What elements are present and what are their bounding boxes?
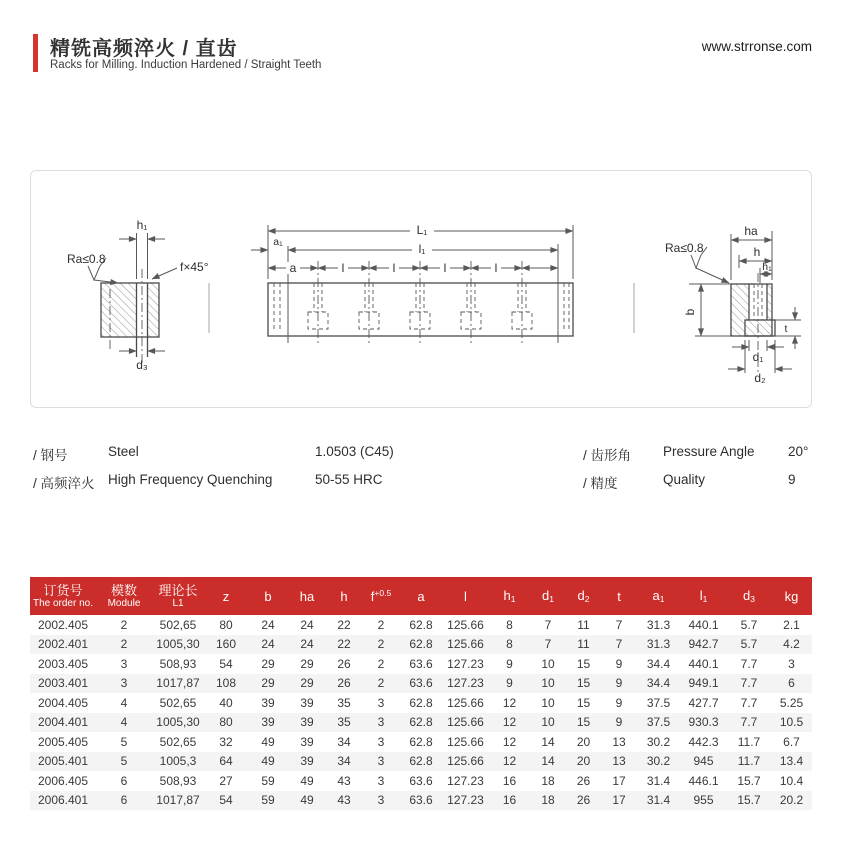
table-cell: 26 [576, 773, 591, 788]
column-header: $a_1$ [652, 588, 665, 604]
column-header: $f^{+0.5}$ [370, 588, 392, 604]
table-cell: 31.3 [646, 637, 671, 652]
table-cell: 20 [576, 754, 591, 769]
table-header-row [30, 577, 812, 615]
table-cell: 54 [219, 793, 233, 808]
table-cell: 6 [120, 773, 128, 788]
table-cell: 508,93 [159, 656, 197, 671]
table-cell: 427.7 [688, 695, 719, 710]
table-cell: 127.23 [447, 656, 484, 671]
table-cell: 502,65 [159, 734, 197, 749]
table-cell: 3 [377, 715, 385, 730]
table-cell: 5.25 [779, 695, 804, 710]
table-cell: 440.1 [688, 656, 719, 671]
column-header: ha [299, 588, 315, 604]
table-cell: 3 [377, 773, 385, 788]
table-cell: 5 [120, 734, 128, 749]
table-cell: 10 [541, 715, 555, 730]
dim-label-chamfer: f×45° [180, 260, 209, 274]
table-cell: 49 [261, 754, 275, 769]
table-cell: 39 [300, 734, 314, 749]
table-cell: 37.5 [646, 695, 671, 710]
table-cell: 15 [576, 676, 591, 691]
table-cell: 62.8 [409, 617, 433, 632]
table-cell: 1005,30 [156, 637, 200, 652]
table-cell: 29 [261, 676, 275, 691]
table-cell: 3 [120, 656, 128, 671]
column-header: z [222, 588, 230, 604]
table-cell: 125.66 [447, 754, 484, 769]
table-cell: 62.8 [409, 715, 433, 730]
table-row [30, 674, 812, 694]
dim-label-h1: h₁ [762, 261, 772, 273]
table-cell: 2006.401 [37, 793, 89, 808]
table-cell: 11 [577, 637, 590, 652]
table-cell: 54 [219, 656, 233, 671]
table-cell: 2006.405 [37, 773, 89, 788]
table-cell: 17 [612, 793, 626, 808]
table-cell: 125.66 [447, 734, 484, 749]
table-cell: 13 [612, 734, 626, 749]
table-cell: 14 [541, 754, 555, 769]
table-cell: 62.8 [409, 695, 433, 710]
table-cell: 31.4 [646, 793, 671, 808]
table-cell: 15.7 [737, 793, 761, 808]
table-cell: 2 [377, 637, 385, 652]
spec-label-zh: / 钢号 [33, 448, 68, 463]
table-cell: 125.66 [447, 715, 484, 730]
table-cell: 29 [300, 656, 314, 671]
table-cell: 930.3 [688, 715, 719, 730]
table-cell: 502,65 [159, 617, 197, 632]
table-cell: 24 [261, 617, 275, 632]
front-view-drawing [251, 223, 573, 344]
table-cell: 7 [544, 617, 552, 632]
dim-label-h1: h₁ [136, 218, 148, 232]
table-cell: 30.2 [646, 734, 671, 749]
table-cell: 24 [300, 617, 314, 632]
table-cell: 40 [219, 695, 233, 710]
dim-label-l: l [341, 261, 345, 275]
table-cell: 62.8 [409, 734, 433, 749]
column-header: b [264, 588, 272, 604]
table-cell: 30.2 [646, 754, 671, 769]
column-header: 理论长 L1 [158, 582, 198, 609]
table-cell: 39 [261, 715, 275, 730]
table-cell: 59 [261, 773, 275, 788]
spec-row-steel [33, 444, 553, 462]
table-cell: 12 [502, 754, 517, 769]
table-cell: 5.7 [740, 617, 758, 632]
spec-value: 1.0503 (C45) [315, 444, 394, 459]
table-cell: 2005.405 [37, 734, 89, 749]
table-cell: 11.7 [737, 734, 761, 749]
dim-label-t: t [784, 323, 788, 335]
table-cell: 2 [120, 637, 128, 652]
technical-drawing [31, 171, 811, 407]
column-header: $h_1$ [503, 588, 516, 604]
column-header: l [464, 588, 467, 604]
technical-drawing-panel [30, 170, 812, 408]
dim-label-b: b [683, 308, 697, 316]
table-cell: 12 [502, 695, 517, 710]
table-cell: 26 [576, 793, 591, 808]
table-cell: 63.6 [409, 656, 433, 671]
table-cell: 8 [506, 617, 513, 632]
table-cell: 34.4 [646, 656, 671, 671]
table-cell: 9 [615, 676, 623, 691]
table-cell: 9 [615, 695, 623, 710]
table-cell: 7.7 [740, 676, 758, 691]
dim-label-l: l [443, 261, 447, 275]
table-cell: 10 [541, 676, 555, 691]
table-cell: 59 [261, 793, 275, 808]
table-cell: 29 [261, 656, 275, 671]
table-cell: 7 [615, 637, 623, 652]
table-cell: 9 [615, 715, 623, 730]
table-cell: 49 [261, 734, 275, 749]
table-cell: 39 [261, 695, 275, 710]
table-cell: 34 [337, 734, 351, 749]
table-cell: 1005,3 [159, 754, 197, 769]
table-cell: 35 [337, 695, 351, 710]
table-cell: 3 [377, 734, 385, 749]
table-cell: 2003.401 [37, 676, 89, 691]
table-row [30, 752, 812, 772]
table-cell: 16 [502, 773, 517, 788]
table-cell: 2003.405 [37, 656, 89, 671]
table-cell: 1017,87 [156, 793, 200, 808]
table-cell: 24 [300, 637, 314, 652]
dim-label-L1: L₁ [416, 223, 428, 237]
spec-label-zh: / 齿形角 [583, 448, 632, 463]
table-row [30, 693, 812, 713]
table-cell: 7 [615, 617, 623, 632]
table-cell: 14 [541, 734, 555, 749]
table-cell: 63.6 [409, 676, 433, 691]
table-cell: 43 [337, 793, 351, 808]
table-cell: 17 [612, 773, 626, 788]
column-header: $d_1$ [542, 588, 554, 604]
table-row [30, 635, 812, 655]
website-link[interactable]: www.strronse.com [701, 39, 812, 54]
table-cell: 2 [377, 656, 385, 671]
table-cell: 1017,87 [156, 676, 200, 691]
table-cell: 502,65 [159, 695, 197, 710]
table-cell: 160 [215, 637, 237, 652]
table-cell: 1005,30 [156, 715, 200, 730]
table-cell: 3 [788, 656, 795, 671]
spec-label-en: Pressure Angle [663, 444, 755, 459]
table-cell: 2 [120, 617, 128, 632]
table-cell: 945 [693, 754, 714, 769]
table-cell: 125.66 [447, 617, 484, 632]
table-cell: 2 [377, 617, 385, 632]
table-cell: 508,93 [159, 773, 197, 788]
table-cell: 442.3 [688, 734, 719, 749]
table-cell: 63.6 [409, 773, 433, 788]
dim-label-ra: Ra≤0.8 [665, 241, 704, 255]
table-cell: 18 [541, 773, 555, 788]
spec-value: 9 [788, 472, 796, 487]
dim-label-h: h [753, 245, 761, 259]
table-cell: 10.4 [779, 773, 804, 788]
column-header: kg [784, 588, 799, 604]
table-cell: 13.4 [779, 754, 804, 769]
table-cell: 9 [615, 656, 623, 671]
table-cell: 8 [506, 637, 513, 652]
table-cell: 20 [576, 734, 591, 749]
table-cell: 4 [120, 695, 128, 710]
end-view-drawing [665, 224, 801, 385]
table-cell: 2004.405 [37, 695, 89, 710]
table-cell: 2004.401 [37, 715, 89, 730]
dim-label-ra: Ra≤0.8 [67, 252, 106, 266]
table-cell: 15.7 [737, 773, 761, 788]
table-cell: 31.4 [646, 773, 671, 788]
spec-label-zh: / 精度 [583, 476, 618, 491]
table-cell: 3 [377, 695, 385, 710]
table-cell: 16 [502, 793, 517, 808]
table-cell: 4 [120, 715, 128, 730]
table-cell: 3 [377, 754, 385, 769]
table-cell: 125.66 [447, 695, 484, 710]
table-cell: 62.8 [409, 754, 433, 769]
spec-row-quenching [33, 472, 553, 490]
accent-bar [33, 34, 38, 72]
column-header: $l_1$ [699, 588, 708, 604]
table-cell: 955 [693, 793, 714, 808]
spec-row-quality [583, 472, 823, 490]
dim-label-ha: ha [744, 224, 758, 238]
column-header: t [617, 588, 621, 604]
dim-label-l: l [392, 261, 396, 275]
column-header: h [340, 588, 348, 604]
spec-label-en: Steel [108, 444, 139, 459]
table-cell: 15 [576, 656, 591, 671]
table-cell: 18 [541, 793, 555, 808]
table-row [30, 732, 812, 752]
table-row [30, 615, 812, 635]
table-cell: 80 [219, 715, 233, 730]
table-cell: 127.23 [447, 793, 484, 808]
table-cell: 7.7 [740, 656, 758, 671]
table-cell: 942.7 [688, 637, 719, 652]
column-header: $d_2$ [577, 588, 590, 604]
table-cell: 15 [576, 715, 591, 730]
spec-value: 50-55 HRC [315, 472, 383, 487]
table-cell: 9 [506, 676, 513, 691]
side-view-drawing [67, 218, 209, 372]
table-cell: 446.1 [688, 773, 719, 788]
table-cell: 125.66 [447, 637, 484, 652]
dim-label-l: l [494, 261, 498, 275]
table-cell: 29 [300, 676, 314, 691]
dim-label-d1: d₁ [752, 350, 764, 364]
table-cell: 10 [541, 656, 555, 671]
table-cell: 32 [219, 734, 233, 749]
spec-label-en: High Frequency Quenching [108, 472, 273, 487]
table-cell: 6 [788, 676, 795, 691]
table-cell: 108 [215, 676, 237, 691]
table-cell: 27 [219, 773, 233, 788]
dim-label-a1: a₁ [273, 236, 283, 248]
table-cell: 2002.401 [37, 637, 89, 652]
table-cell: 12 [502, 715, 517, 730]
table-cell: 3 [120, 676, 128, 691]
column-header: 订货号 The order no. [32, 582, 94, 609]
dim-label-d3: d₃ [136, 358, 148, 372]
table-cell: 127.23 [447, 676, 484, 691]
table-row [30, 771, 812, 791]
table-cell: 2005.401 [37, 754, 89, 769]
spec-row-pressure-angle [583, 444, 823, 462]
table-cell: 39 [300, 715, 314, 730]
table-cell: 3 [377, 793, 385, 808]
table-cell: 4.2 [783, 637, 800, 652]
table-cell: 24 [261, 637, 275, 652]
table-cell: 5.7 [740, 637, 758, 652]
page-subtitle: Racks for Milling. Induction Hardened / Straight Teeth [50, 59, 322, 71]
table-cell: 62.8 [409, 637, 433, 652]
table-cell: 31.3 [646, 617, 671, 632]
table-cell: 35 [337, 715, 351, 730]
table-cell: 39 [300, 754, 314, 769]
table-cell: 440.1 [688, 617, 719, 632]
table-cell: 2.1 [783, 617, 800, 632]
table-cell: 80 [219, 617, 233, 632]
table-cell: 26 [337, 676, 351, 691]
spec-label-zh: / 高频淬火 [33, 476, 95, 491]
spec-label-en: Quality [663, 472, 706, 487]
product-table [30, 577, 812, 810]
column-header: a [417, 588, 425, 604]
table-cell: 12 [502, 734, 517, 749]
table-cell: 15 [576, 695, 591, 710]
table-cell: 43 [337, 773, 351, 788]
table-cell: 26 [337, 656, 351, 671]
table-cell: 39 [300, 695, 314, 710]
table-cell: 64 [219, 754, 233, 769]
table-cell: 6 [120, 793, 128, 808]
table-cell: 49 [300, 793, 314, 808]
table-cell: 7 [544, 637, 552, 652]
spec-value: 20° [788, 444, 809, 459]
table-cell: 6.7 [783, 734, 800, 749]
table-cell: 7.7 [740, 715, 758, 730]
table-cell: 10 [541, 695, 555, 710]
table-cell: 49 [300, 773, 314, 788]
table-body [30, 615, 812, 810]
table-cell: 127.23 [447, 773, 484, 788]
column-header: 模数 Module [107, 582, 141, 609]
column-header: $d_3$ [743, 588, 755, 604]
page-title: 精铣高频淬火 / 直齿 [50, 38, 238, 60]
table-cell: 2002.405 [37, 617, 89, 632]
table-cell: 10.5 [779, 715, 804, 730]
table-row [30, 791, 812, 811]
table-cell: 13 [612, 754, 626, 769]
table-row [30, 654, 812, 674]
table-cell: 2 [377, 676, 385, 691]
table-cell: 5 [120, 754, 128, 769]
table-cell: 22 [337, 637, 351, 652]
dim-label-d2: d₂ [754, 371, 766, 385]
table-cell: 20.2 [779, 793, 804, 808]
table-cell: 34.4 [646, 676, 671, 691]
table-cell: 9 [506, 656, 513, 671]
dim-label-a: a [289, 261, 297, 275]
table-cell: 34 [337, 754, 351, 769]
table-cell: 11.7 [737, 754, 761, 769]
table-cell: 22 [337, 617, 351, 632]
dim-label-l1: l₁ [418, 242, 426, 256]
table-cell: 11 [577, 617, 590, 632]
table-cell: 37.5 [646, 715, 671, 730]
table-cell: 949.1 [688, 676, 719, 691]
table-cell: 63.6 [409, 793, 433, 808]
table-row [30, 713, 812, 733]
table-cell: 7.7 [740, 695, 758, 710]
